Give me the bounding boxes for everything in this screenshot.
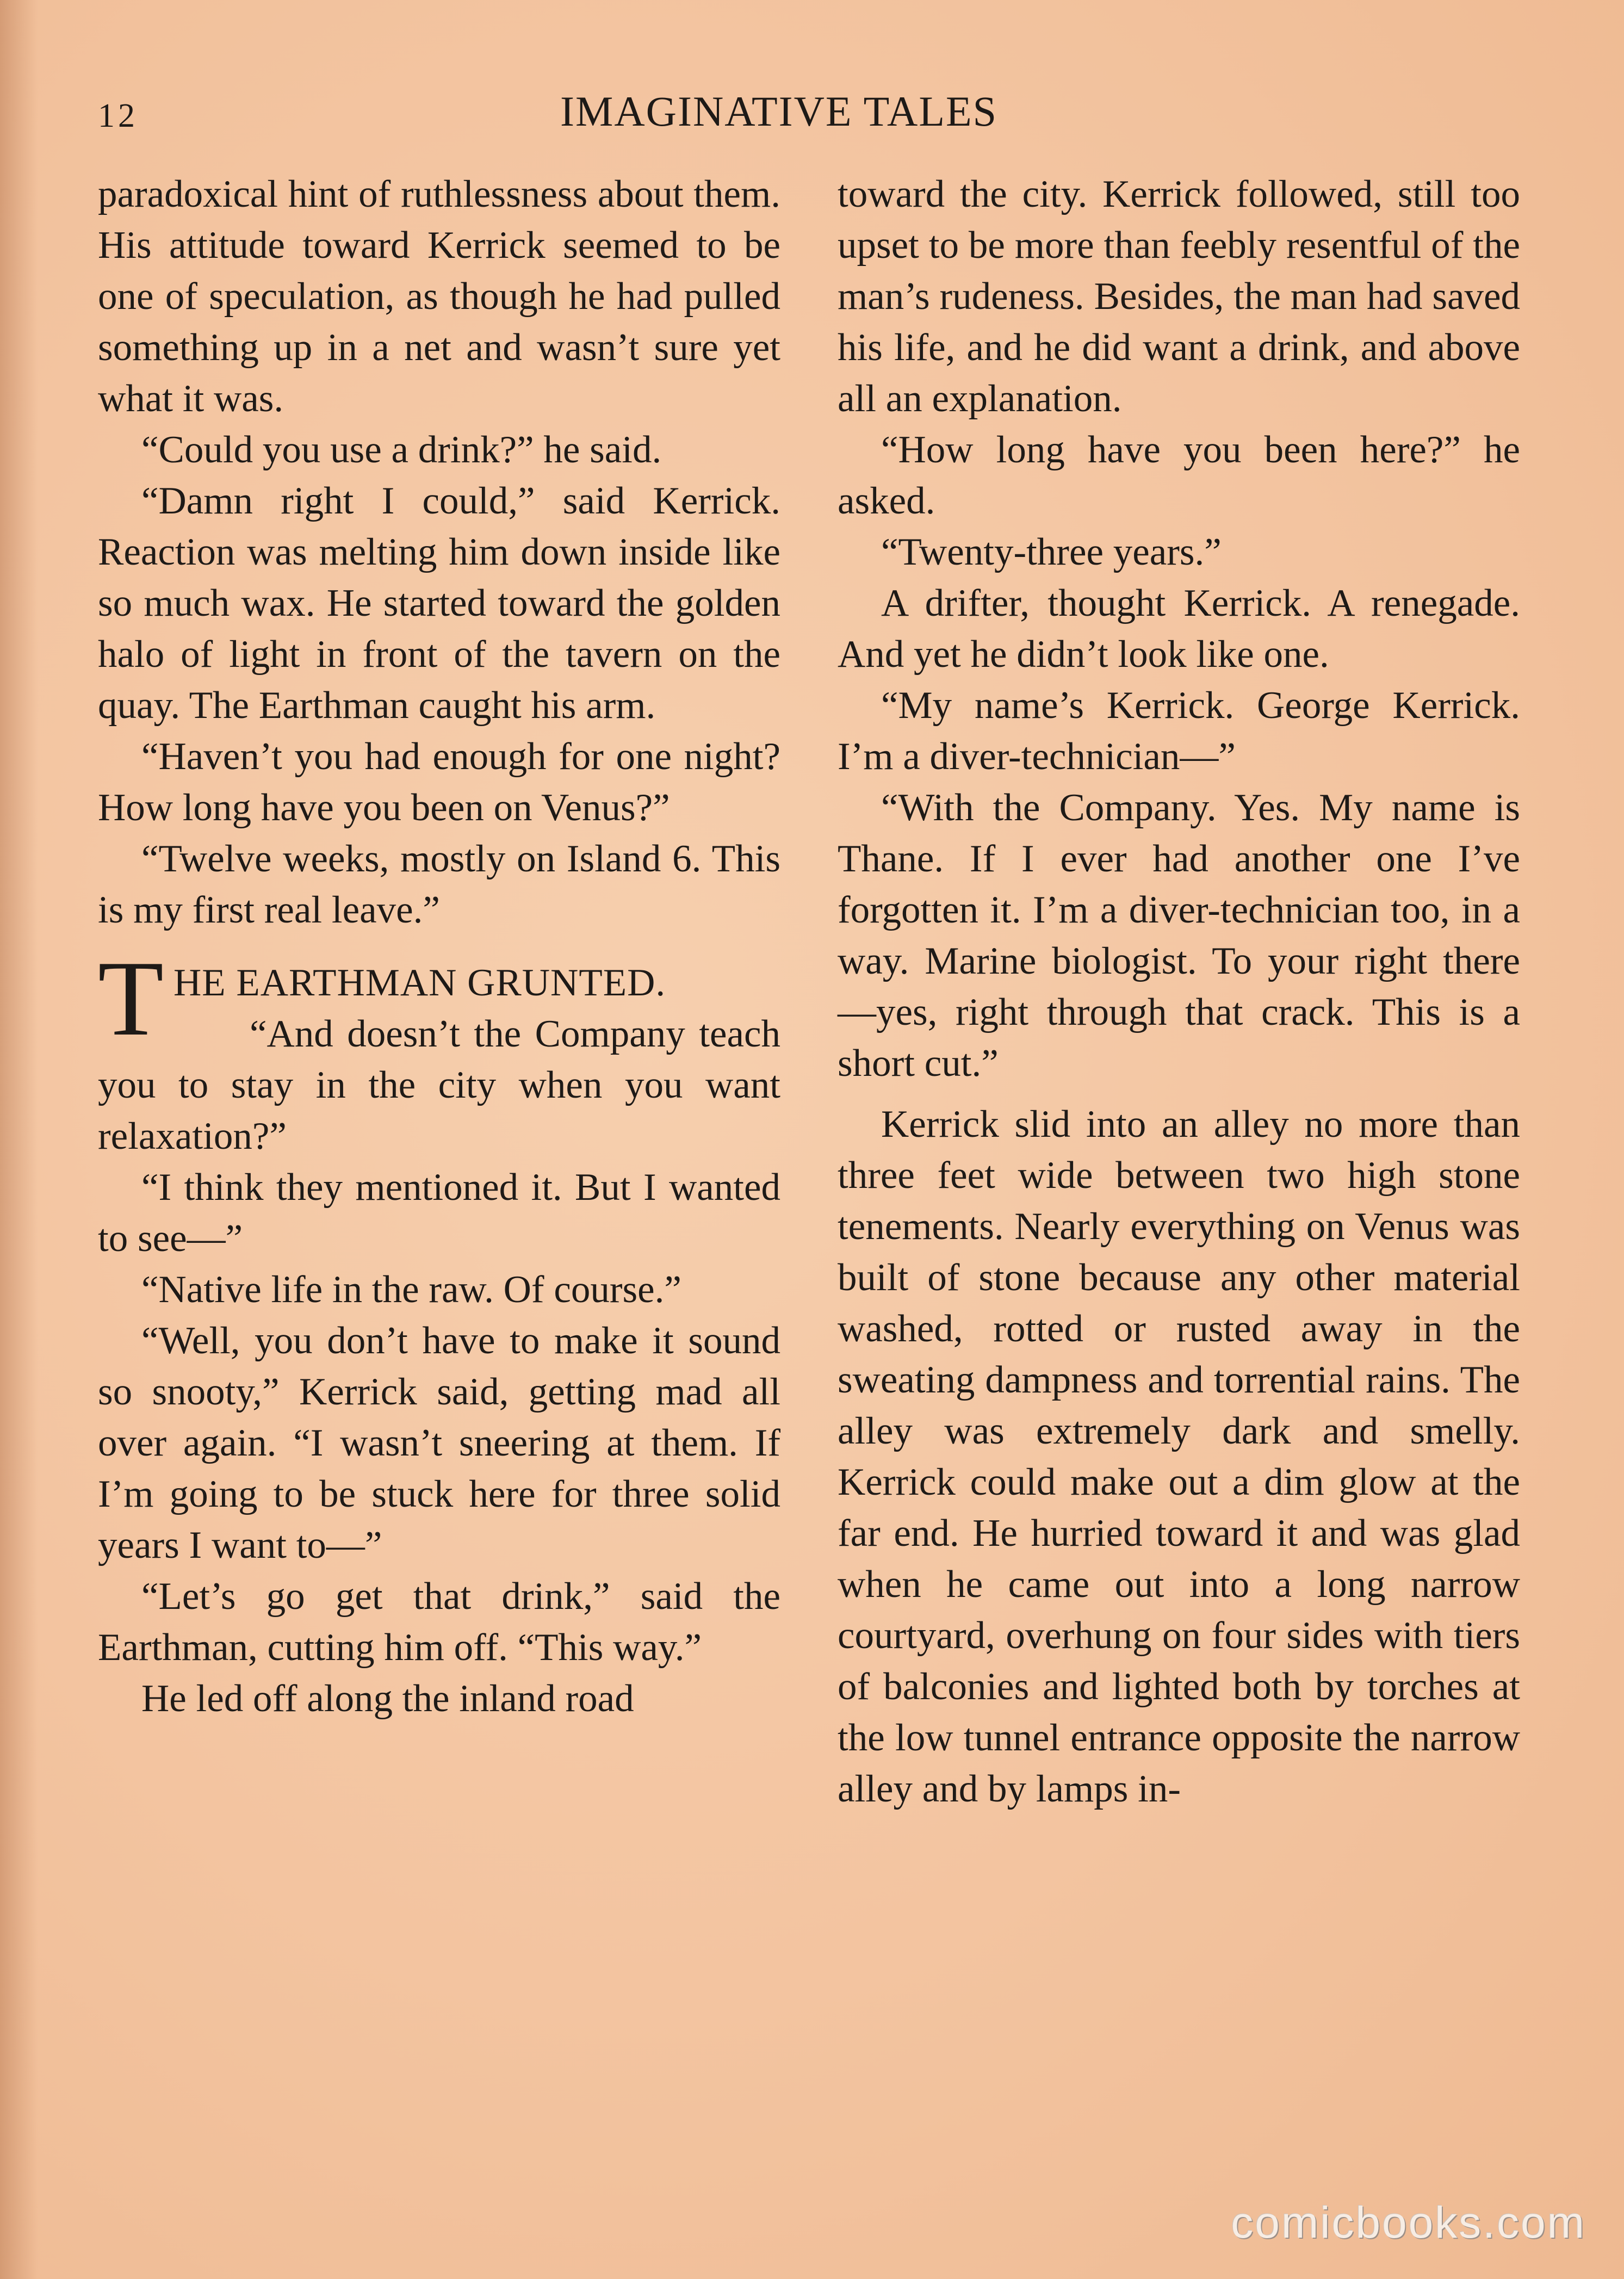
paragraph: “Well, you don’t have to make it sound so snooty,” Kerrick said, getting mad all over again. “I wasn’t sneering at them. If I’m going to be stuck here for three solid years I want to—” [98,1320,780,1566]
paragraph: “How long have you been here?” he asked. [838,429,1520,522]
paragraph: “Could you use a drink?” he said. [141,429,662,471]
paragraph: “My name’s Kerrick. George Kerrick. I’m a diver-technician—” [838,684,1520,778]
paragraph: “And doesn’t the Company teach you to stay in the city when you want relaxation?” [98,1013,780,1157]
running-title: IMAGINATIVE TALES [560,88,998,135]
paragraph: “Twelve weeks, mostly on Island 6. This is my first real leave.” [98,838,780,931]
watermark-logo: comicbooks.com [1231,2198,1586,2247]
paragraph: “Damn right I could,” said Kerrick. Reaction was melting him down inside like so much wax. He started toward the golden halo of light in front of the tavern on the quay. The Earthman caught his arm. [98,480,780,727]
paragraph: A drifter, thought Kerrick. A renegade. And yet he didn’t look like one. [838,582,1520,676]
right-column [838,169,1520,1814]
section-lead: HE EARTHMAN GRUNTED. [173,962,666,1004]
paragraph: “Let’s go get that drink,” said the Earthman, cutting him off. “This way.” [98,1575,780,1669]
paragraph: “Native life in the raw. Of course.” [141,1268,681,1311]
page-edge-shadow [0,0,38,2279]
paragraph: “I think they mentioned it. But I wanted to see—” [98,1166,780,1260]
left-column [98,169,780,1724]
paragraph: toward the city. Kerrick followed, still too upset to be more than feebly resentful of the man’s rudeness. Besides, the man had saved his life, and he did want a drink, and above all an explanation. [838,173,1520,420]
section-break [98,939,780,1162]
drop-cap: T [98,939,164,1058]
paragraph: “Haven’t you had enough for one night? How long have you been on Venus?” [98,735,780,829]
page-number: 12 [98,97,138,134]
paragraph: Kerrick slid into an alley no more than three feet wide between two high stone tenements. Nearly everything on Venus was built of stone because any other material washed, rotted or rusted away in the sweating dampness and torrential rains. The alley was extremely dark and smelly. Kerrick could make out a dim glow at the far end. He hurried toward it and was glad when he came out into a long narrow courtyard, overhung on four sides with tiers of balconies and lighted both by torches at the low tunnel entrance opposite the narrow alley and by lamps in- [838,1103,1520,1810]
paragraph: “With the Company. Yes. My name is Thane. If I ever had another one I’ve forgotten it. I’m a diver-technician too, in a way. Marine biologist. To your right there—yes, right through that crack. This is a short cut.” [838,786,1520,1085]
paragraph: “Twenty-three years.” [881,531,1222,573]
paragraph: paradoxical hint of ruthlessness about them. His attitude toward Kerrick seemed to be one of speculation, as though he had pulled something up in a net and wasn’t sure yet what it was. [98,173,780,420]
paragraph: He led off along the inland road [141,1677,634,1720]
